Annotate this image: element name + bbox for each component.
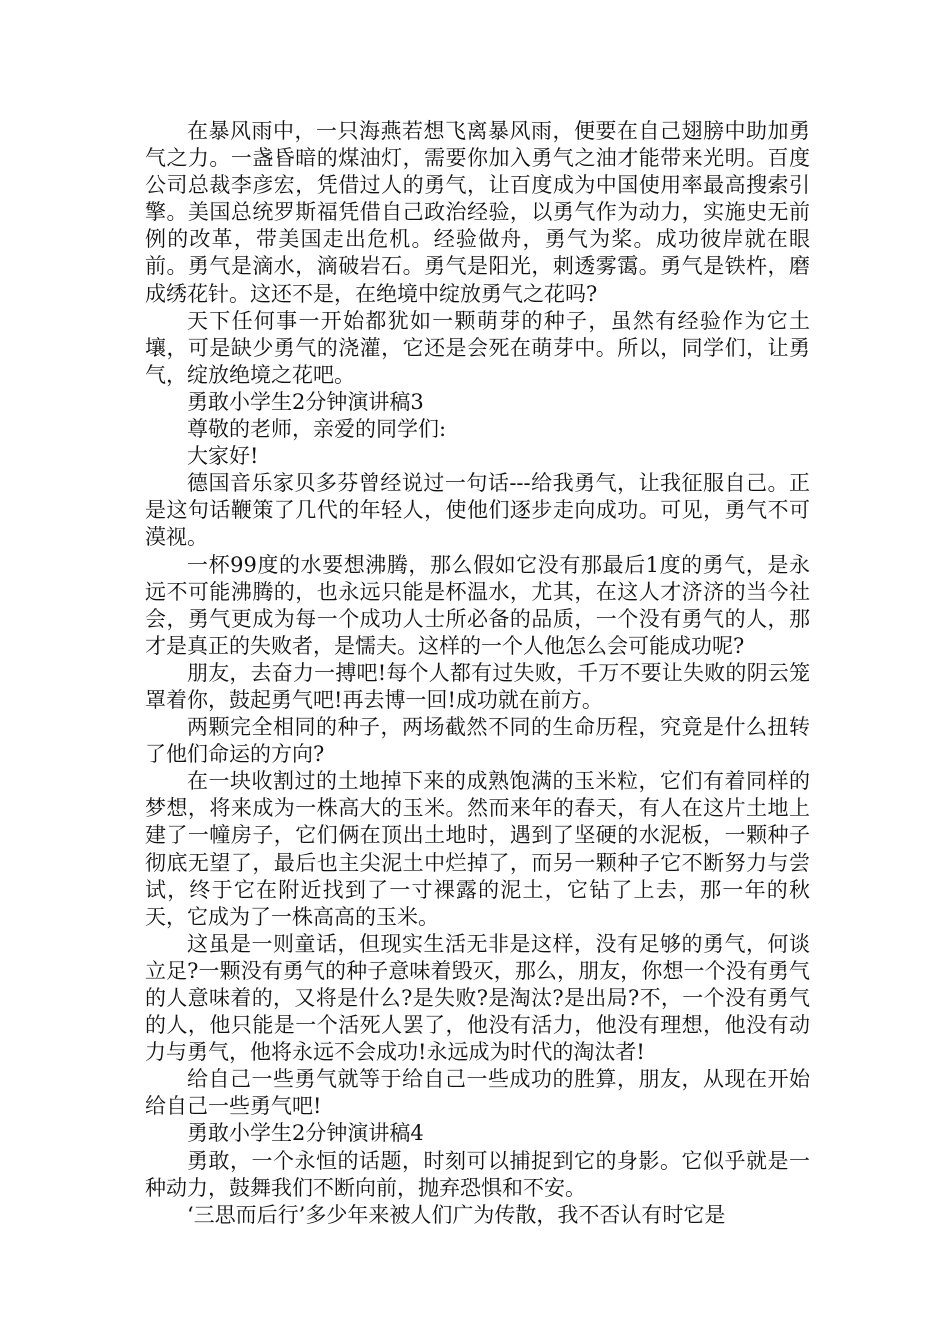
paragraph-two-seeds: 两颗完全相同的种子，两场截然不同的生命历程，究竟是什么扭转了他们命运的方向?	[145, 715, 810, 767]
paragraph-fairy-tale: 这虽是一则童话，但现实生活无非是这样，没有足够的勇气，何谈立足?一颗没有勇气的种子意味着毁灭，那么，朋友，你想一个没有勇气的人意味着的，又将是什么?是失败?是淘汰?是出局?不，一个没有勇气的人，他只能是一个活死人罢了，他没有活力，他没有理想，他没有动力与勇气，他将永远不会成功!永远成为时代的淘汰者!	[145, 931, 810, 1065]
paragraph-friend-strive: 朋友，去奋力一搏吧!每个人都有过失败，千万不要让失败的阴云笼罩着你，鼓起勇气吧!再去博一回!成功就在前方。	[145, 660, 810, 712]
paragraph-give-courage: 给自己一些勇气就等于给自己一些成功的胜算，朋友，从现在开始给自己一些勇气吧!	[145, 1067, 810, 1119]
greeting: 大家好!	[187, 444, 259, 469]
paragraph-corn-kernels: 在一块收割过的土地掉下来的成熟饱满的玉米粒，它们有着同样的梦想，将来成为一株高大的玉米。然而来年的春天，有人在这片土地上建了一幢房子，它们俩在顶出土地时，遇到了坚硬的水泥板，一颗种子彻底无望了，最后也主尖泥土中烂掉了，而另一颗种子它不断努力与尝试，终于它在附近找到了一寸裸露的泥土，它钻了上去，那一年的秋天，它成为了一株高高的玉米。	[145, 769, 810, 929]
paragraph-courage-eternal: 勇敢，一个永恒的话题，时刻可以捕捉到它的身影。它似乎就是一种动力，鼓舞我们不断向前，抛弃恐惧和不安。	[145, 1148, 810, 1200]
paragraph-think-thrice: ‘三思而后行’多少年来被人们广为传散，我不否认有时它是	[187, 1202, 726, 1227]
paragraph-seed-soil: 天下任何事一开始都犹如一颗萌芽的种子，虽然有经验作为它土壤，可是缺少勇气的浇灌，它还是会死在萌芽中。所以，同学们，让勇气，绽放绝境之花吧。	[145, 308, 810, 387]
speech-title-3: 勇敢小学生2分钟演讲稿3	[187, 389, 424, 414]
paragraph-storm-petrel: 在暴风雨中，一只海燕若想飞离暴风雨，便要在自己翅膀中助加勇气之力。一盏昏暗的煤油灯，需要你加入勇气之油才能带来光明。百度公司总裁李彦宏，凭借过人的勇气，让百度成为中国使用率最高搜索引擎。美国总统罗斯福凭借自己政治经验，以勇气作为动力，实施史无前例的改革，带美国走出危机。经验做舟，勇气为桨。成功彼岸就在眼前。勇气是滴水，滴破岩石。勇气是阳光，刺透雾霭。勇气是铁杵，磨成绣花针。这还不是，在绝境中绽放勇气之花吗?	[145, 119, 810, 306]
document-body	[145, 118, 810, 1229]
salutation: 尊敬的老师，亲爱的同学们:	[187, 417, 447, 442]
speech-title-4: 勇敢小学生2分钟演讲稿4	[187, 1121, 424, 1146]
paragraph-boiling-water: 一杯99度的水要想沸腾，那么假如它没有那最后1度的勇气，是永远不可能沸腾的，也永远只能是杯温水，尤其，在这人才济济的当今社会，勇气更成为每一个成功人士所必备的品质，一个没有勇气的人，那才是真正的失败者，是懦夫。这样的一个人他怎么会可能成功呢?	[145, 552, 810, 658]
paragraph-beethoven: 德国音乐家贝多芬曾经说过一句话---给我勇气，让我征服自己。正是这句话鞭策了几代的年轻人，使他们逐步走向成功。可见，勇气不可漠视。	[145, 471, 810, 550]
